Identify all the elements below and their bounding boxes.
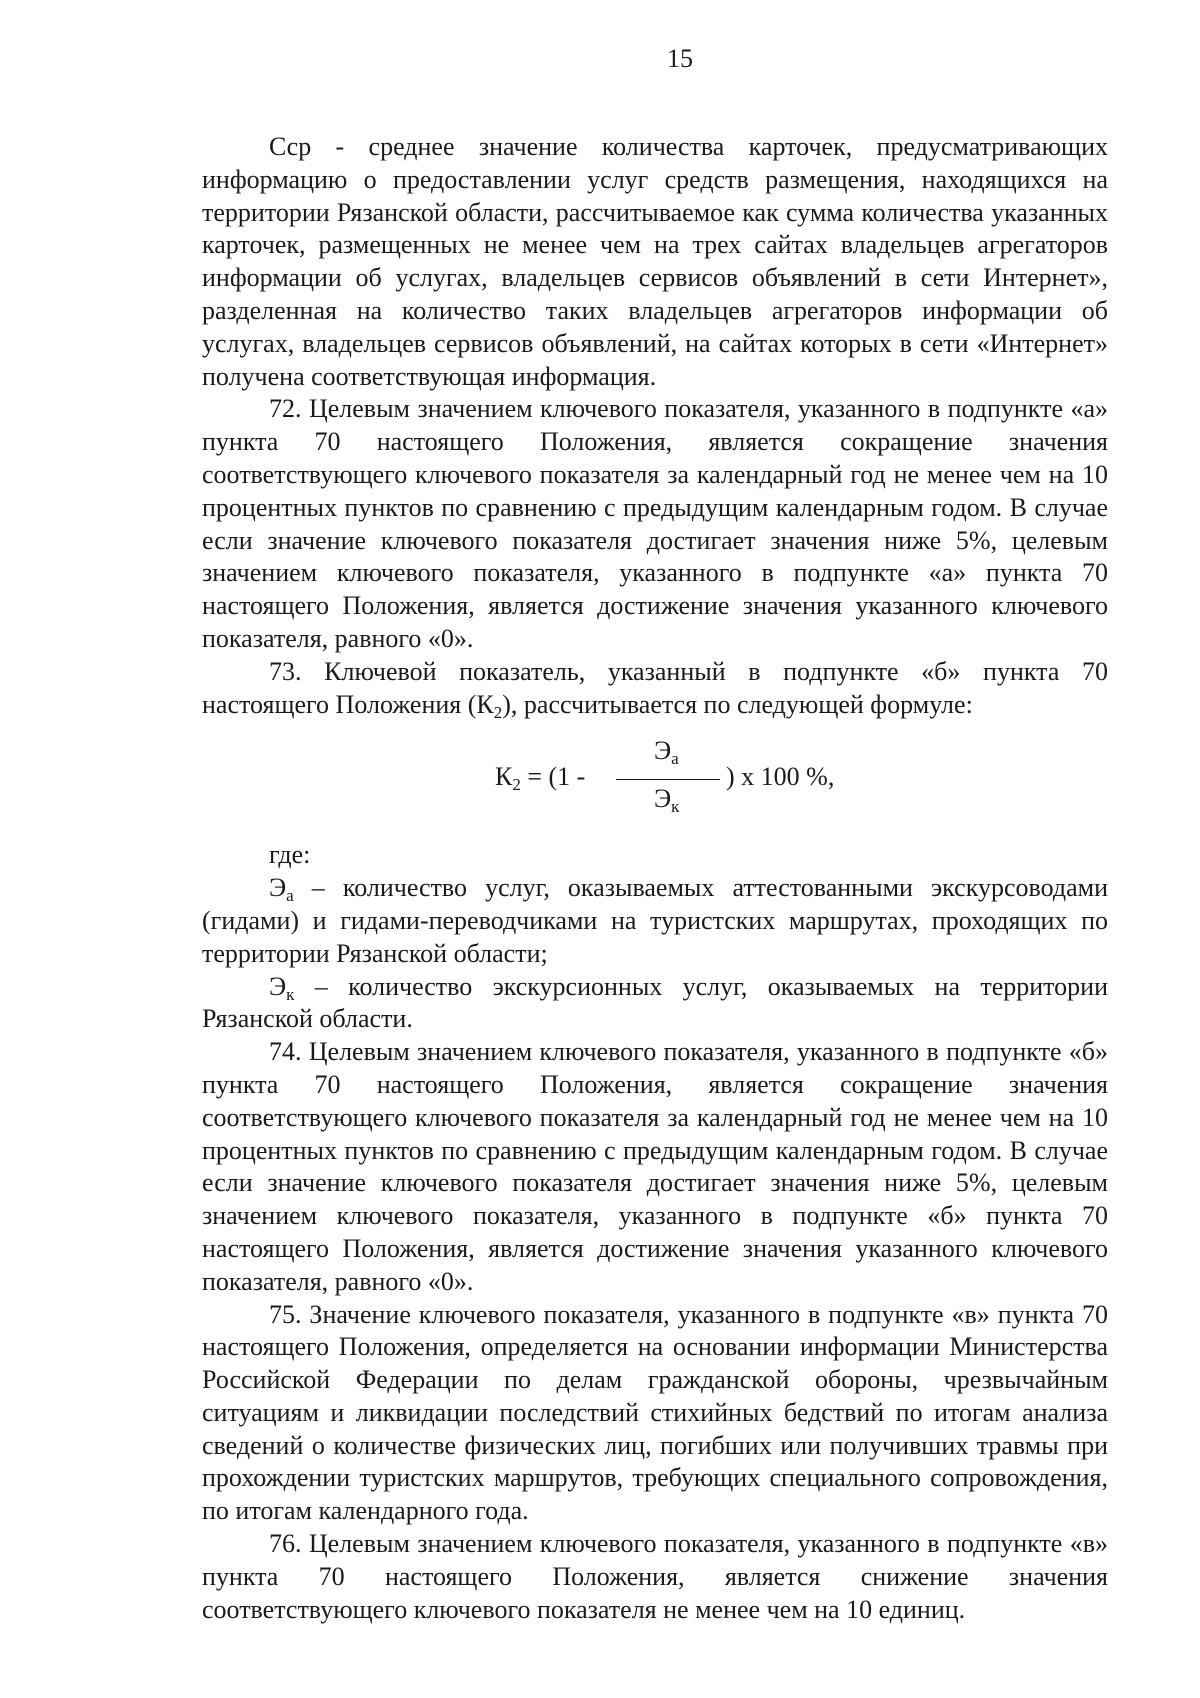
formula-rhs: ) х 100 %,: [726, 762, 835, 792]
definition-ea-symbol: Э: [269, 873, 287, 903]
paragraph-73: [202, 656, 1108, 722]
paragraph-csr-definition: Сср - среднее значение количества карточек, предусматривающих информацию о предоставлении услуг средств размещения, находящихся на территории Рязанской области, рассчитываемое как сумма количества указанных карточек, размещенных не менее чем на трех сайтах владельцев агрегаторов информации об услугах, владельцев сервисов объявлений в сети Интернет», разделенная на количество таких владельцев агрегаторов информации об услугах, владельцев сервисов объявлений, на сайтах которых в сети «Интернет» получена соответствующая информация.: [202, 132, 1108, 391]
formula-lhs: [495, 761, 585, 794]
paragraph-73-subscript: 2: [493, 702, 503, 722]
where-label: где:: [269, 840, 311, 870]
paragraph-72: 72. Целевым значением ключевого показателя, указанного в подпункте «а» пункта 70 настоящего Положения, является сокращение значения соответствующего ключевого показателя за календарный год не менее чем на 10 процентных пунктов по сравнению с предыдущим календарным годом. В случае если значение ключевого показателя достигает значения ниже 5%, целевым значением ключевого показателя, указанного в подпункте «а» пункта 70 настоящего Положения, является достижение значения указанного ключевого показателя, равного «0».: [202, 394, 1108, 653]
definition-ea-text: – количество услуг, оказываемых аттестованными экскурсоводами (гидами) и гидами-переводчиками на туристских маршрутах, проходящих по территории Рязанской области;: [202, 873, 1108, 968]
fraction-bar: [616, 779, 720, 780]
formula-k2: [202, 727, 1108, 839]
formula-numerator-subscript: а: [671, 749, 679, 769]
formula-denominator-subscript: к: [671, 797, 680, 817]
paragraph-76: 76. Целевым значением ключевого показателя, указанного в подпункте «в» пункта 70 настоящего Положения, является снижение значения соответствующего ключевого показателя не менее чем на 10 единиц.: [202, 1529, 1108, 1624]
paragraph-73-text-a: 73. Ключевой показатель, указанный в подпункте «б» пункта 70 настоящего Положения (К: [202, 656, 1108, 719]
definition-ek-subscript: к: [286, 984, 295, 1004]
definition-ea-subscript: а: [286, 886, 294, 906]
page-number: 15: [667, 44, 693, 73]
formula-denominator-symbol: Э: [654, 784, 672, 814]
document-body: [202, 131, 1108, 1626]
formula-lhs-symbol: К: [495, 762, 513, 792]
formula-lhs-rest: = (1 -: [520, 762, 586, 792]
definition-ek: [202, 971, 1108, 1037]
formula-denominator: [654, 783, 679, 816]
paragraph-73-text-b: ), рассчитывается по следующей формуле:: [502, 689, 973, 719]
paragraph-74: 74. Целевым значением ключевого показателя, указанного в подпункте «б» пункта 70 настоящего Положения, является сокращение значения соответствующего ключевого показателя за календарный год не менее чем на 10 процентных пунктов по сравнению с предыдущим календарным годом. В случае если значение ключевого показателя достигает значения ниже 5%, целевым значением ключевого показателя, указанного в подпункте «б» пункта 70 настоящего Положения, является достижение значения указанного ключевого показателя, равного «0».: [202, 1037, 1108, 1296]
formula-numerator-symbol: Э: [654, 736, 672, 766]
definition-ek-symbol: Э: [269, 971, 287, 1001]
formula-numerator: [654, 735, 679, 768]
paragraph-75: 75. Значение ключевого показателя, указанного в подпункте «в» пункта 70 настоящего Положения, определяется на основании информации Министерства Российской Федерации по делам гражданской обороны, чрезвычайным ситуациям и ликвидации последствий стихийных бедствий по итогам анализа сведений о количестве физических лиц, погибших или получивших травмы при прохождении туристских маршрутов, требующих специального сопровождения, по итогам календарного года.: [202, 1299, 1108, 1526]
formula-lhs-subscript: 2: [512, 775, 521, 795]
definition-ea: [202, 872, 1108, 970]
definition-ek-text: – количество экскурсионных услуг, оказываемых на территории Рязанской области.: [202, 971, 1108, 1034]
